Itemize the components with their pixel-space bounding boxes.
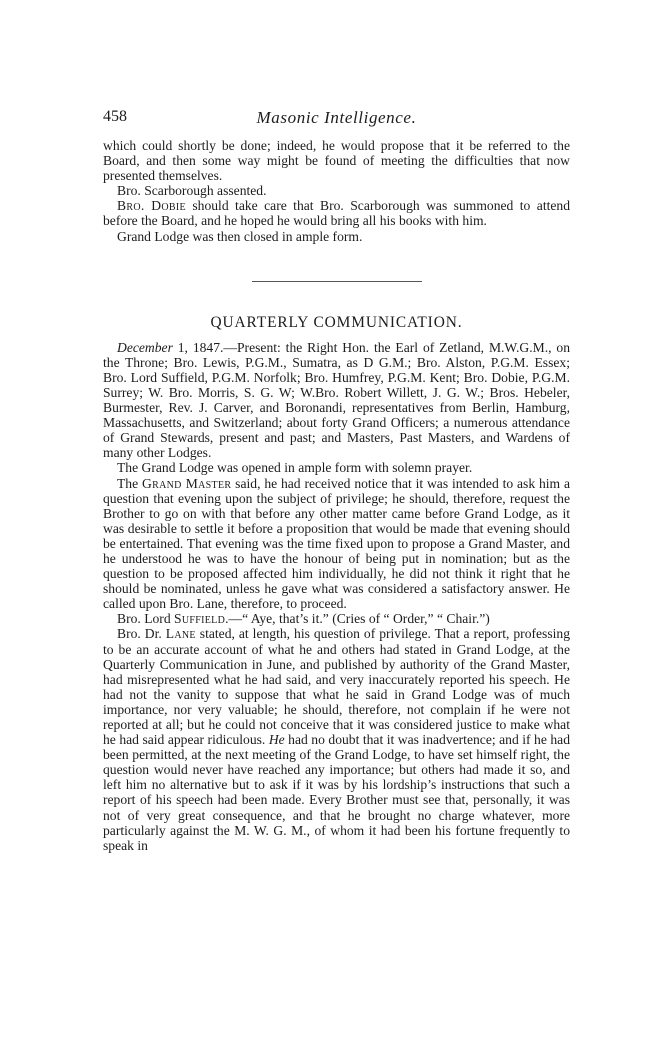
speaker-name: Grand Master: [141, 475, 232, 491]
speaker-name: Suffield: [174, 611, 226, 627]
speaker-name: Bro. Dobie: [117, 198, 186, 214]
page-number: 458: [103, 108, 127, 125]
section-title: QUARTERLY COMMUNICATION.: [210, 313, 463, 331]
paragraph: Grand Lodge was then closed in ample form.: [117, 228, 363, 244]
body-text-section: [103, 340, 570, 853]
paragraph: December 1, 1847.—Present: the Right Hon. the Earl of Zetland, M.W.G.M., on the Throne; Bro. Lewis, P.G.M., Sumatra, as D G.M.; Bro. Alston, P.G.M. Essex; Bro. Lord Suffield, P.G.M. Norfolk; Bro. Humfrey, P.G.M. Kent; Bro. Dobie, P.G.M. Surrey; W. Bro. Morris, S. G. W; W.Bro. Robert Willett, J. G. W.; Bros. Hebeler, Burmester, Rev. J. Carver, and Boronandi, representatives from Berlin, Hamburg, Massachusetts, and Switzerland; about forty Grand Officers; a numerous attendance of Grand Stewards, present and past; and Masters, Past Masters, and Wardens of many other Lodges.: [103, 339, 570, 461]
paragraph: Bro. Lord Suffield.—“ Aye, that’s it.” (Cries of “ Order,” “ Chair.”): [117, 611, 490, 627]
section-divider: [252, 281, 422, 282]
date-italic: December: [117, 339, 173, 355]
paragraph: The Grand Lodge was opened in ample form with solemn prayer.: [117, 460, 473, 476]
running-head: Masonic Intelligence.: [256, 108, 417, 127]
paragraph: Bro. Dobie should take care that Bro. Scarborough was summoned to attend before the Board, and he hoped he would bring all his books with him.: [103, 198, 570, 229]
paragraph: which could shortly be done; indeed, he would propose that it be referred to the Board, and then some way might be found of meeting the difficulties that now presented themselves.: [103, 138, 570, 184]
paragraph: Bro. Dr. Lane stated, at length, his question of privilege. That a report, professing to be an accurate account of what he and others had stated in Grand Lodge, at the Quarterly Communication in June, and published by authority of the Grand Master, had misrepresented what he had said, and very inaccurately reported his speech. He had not the vanity to suppose that what he said in Grand Lodge was of much importance, nor very valuable; he should, therefore, not complain if he were not reported at all; but he could not conceive that it was considered justice to make what he had said appear ridiculous. He had no doubt that it was inadvertence; and if he had been permitted, at the next meeting of the Grand Lodge, to have set himself right, the question would never have reached any importance; but others had made it so, and left him no alternative but to ask if it was by his lordship’s instructions that such a report of his speech had been made. Every Brother must see that, personally, it was not of very great consequence, and that he brought no charge whatever, more particularly against the M. W. G. M., of whom it had been his fortune frequently to speak in: [103, 626, 571, 853]
body-text-top: [103, 138, 570, 244]
paragraph: The Grand Master said, he had received notice that it was intended to ask him a question that evening upon the subject of privilege; he should, therefore, request the Brother to go on with that before any other matter came before Grand Lodge, as it was desirable to settle it before a proposition that would be made that evening should be entertained. That evening was the time fixed upon to propose a Grand Master, and he understood he was to have the honour of being put in nomination; but as the question to be proposed affected him individually, he did not think it right that he should be nominated, unless he gave what was considered a satisfactory answer. He called upon Bro. Lane, therefore, to proceed.: [103, 475, 570, 612]
paragraph: Bro. Scarborough assented.: [117, 183, 267, 199]
speaker-name: Lane: [165, 626, 196, 642]
page-header: [103, 108, 570, 132]
book-page: [103, 108, 570, 853]
